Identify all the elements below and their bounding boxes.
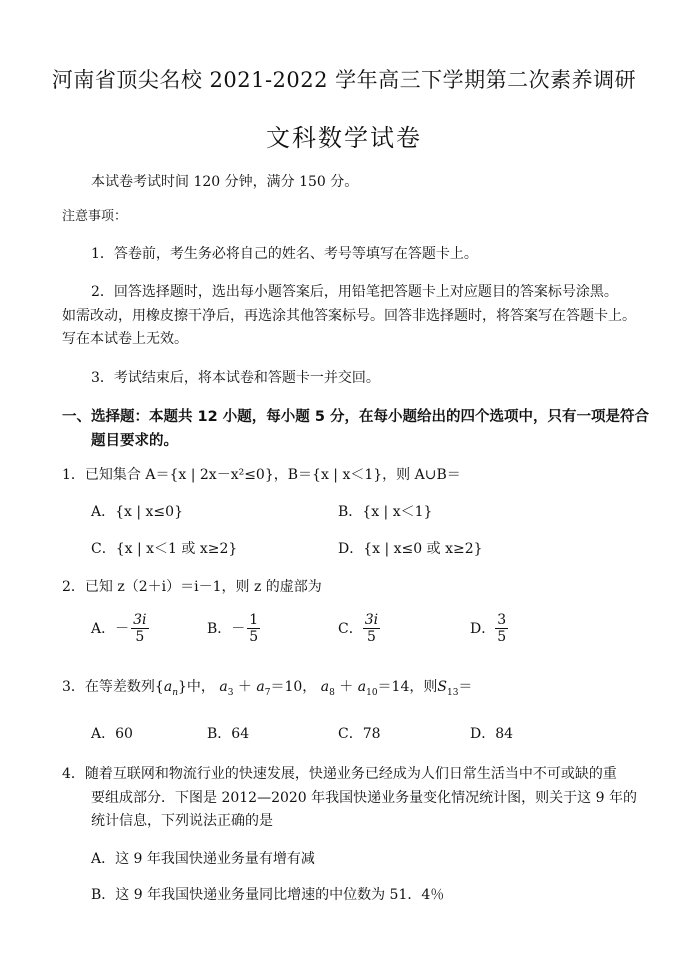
q3-option-c: C．78 bbox=[338, 726, 381, 742]
q1-option-a: A．{x | x≤0} bbox=[91, 504, 183, 520]
notice-label: 注意事项： bbox=[62, 209, 128, 224]
q1-option-d: D．{x | x≤0 或 x≥2} bbox=[338, 541, 483, 557]
section-heading: 一、选择题：本题共 12 小题，每小题 5 分，在每小题给出的四个选项中，只有一项是符合 bbox=[62, 409, 649, 425]
option-letter: B． bbox=[207, 620, 232, 637]
notice-item-2: 2．回答选择题时，选出每小题答案后，用铅笔把答题卡上对应题目的答案标号涂黑。 bbox=[91, 284, 618, 300]
question-4-stem: 4．随着互联网和物流行业的快速发展，快递业务已经成为人们日常生活当中不可或缺的重 bbox=[62, 766, 617, 782]
option-letter: C． bbox=[338, 620, 363, 637]
denominator: 5 bbox=[497, 629, 507, 645]
question-3-stem: 3．在等差数列$\{a_n\}$中， $a_3 + a_7=10$， $a_8 + a_{10}=14$，则$S_{13}=$ bbox=[62, 679, 473, 698]
fraction bbox=[131, 612, 148, 645]
notice-item-2-cont: 如需改动，用橡皮擦干净后，再选涂其他答案标号。回答非选择题时，将答案写在答题卡上。 bbox=[62, 308, 636, 324]
q1-option-c: C．{x | x＜1 或 x≥2} bbox=[91, 541, 238, 557]
numerator: 3 bbox=[497, 612, 507, 628]
time-note: 本试卷考试时间 120 分钟，满分 150 分。 bbox=[91, 174, 359, 190]
numerator: 3i bbox=[364, 612, 379, 628]
fraction bbox=[495, 612, 508, 645]
option-letter: D． bbox=[470, 620, 496, 637]
numerator: 3i bbox=[133, 612, 147, 628]
q3-option-d: D．84 bbox=[470, 726, 514, 742]
q3-option-a: A．60 bbox=[91, 726, 133, 742]
question-4-stem-cont: 要组成部分．下图是 2012—2020 年我国快递业务量变化情况统计图，则关于这 9 年的 bbox=[91, 790, 637, 806]
notice-item-3: 3．考试结束后，将本试卷和答题卡一并交回。 bbox=[91, 370, 380, 386]
numerator: 1 bbox=[249, 612, 259, 628]
exam-subtitle: 文科数学试卷 bbox=[266, 124, 422, 152]
minus-sign: － bbox=[115, 620, 130, 637]
denominator: 5 bbox=[135, 629, 145, 645]
minus-sign: － bbox=[231, 620, 246, 637]
question-4-stem-cont2: 统计信息，下列说法正确的是 bbox=[91, 813, 273, 829]
q2-option-d bbox=[470, 612, 508, 645]
notice-item-1: 1．答卷前，考生务必将自己的姓名、考号等填写在答题卡上。 bbox=[91, 246, 478, 262]
q2-option-c bbox=[338, 612, 380, 645]
q4-option-b: B．这 9 年我国快递业务量同比增速的中位数为 51．4％ bbox=[91, 887, 445, 903]
q1-option-b: B．{x | x＜1} bbox=[338, 504, 433, 520]
section-heading-cont: 题目要求的。 bbox=[91, 433, 178, 449]
question-2-stem: 2．已知 z（2＋i）＝i－1，则 z 的虚部为 bbox=[62, 579, 322, 595]
option-letter: A． bbox=[91, 620, 116, 637]
q3-option-b: B．64 bbox=[207, 726, 250, 742]
denominator: 5 bbox=[366, 629, 376, 645]
q2-option-a bbox=[91, 612, 149, 645]
q4-option-a: A．这 9 年我国快递业务量有增有减 bbox=[91, 851, 315, 867]
fraction bbox=[247, 612, 260, 645]
exam-title: 河南省顶尖名校 2021-2022 学年高三下学期第二次素养调研 bbox=[51, 68, 637, 92]
notice-item-2-cont2: 写在本试卷上无效。 bbox=[62, 331, 188, 347]
question-1-stem: 1．已知集合 A＝{x | 2x－x²≤0}，B＝{x | x＜1}，则 A∪B＝ bbox=[62, 467, 461, 483]
q2-option-b bbox=[207, 612, 260, 645]
fraction bbox=[363, 612, 380, 645]
denominator: 5 bbox=[249, 629, 259, 645]
